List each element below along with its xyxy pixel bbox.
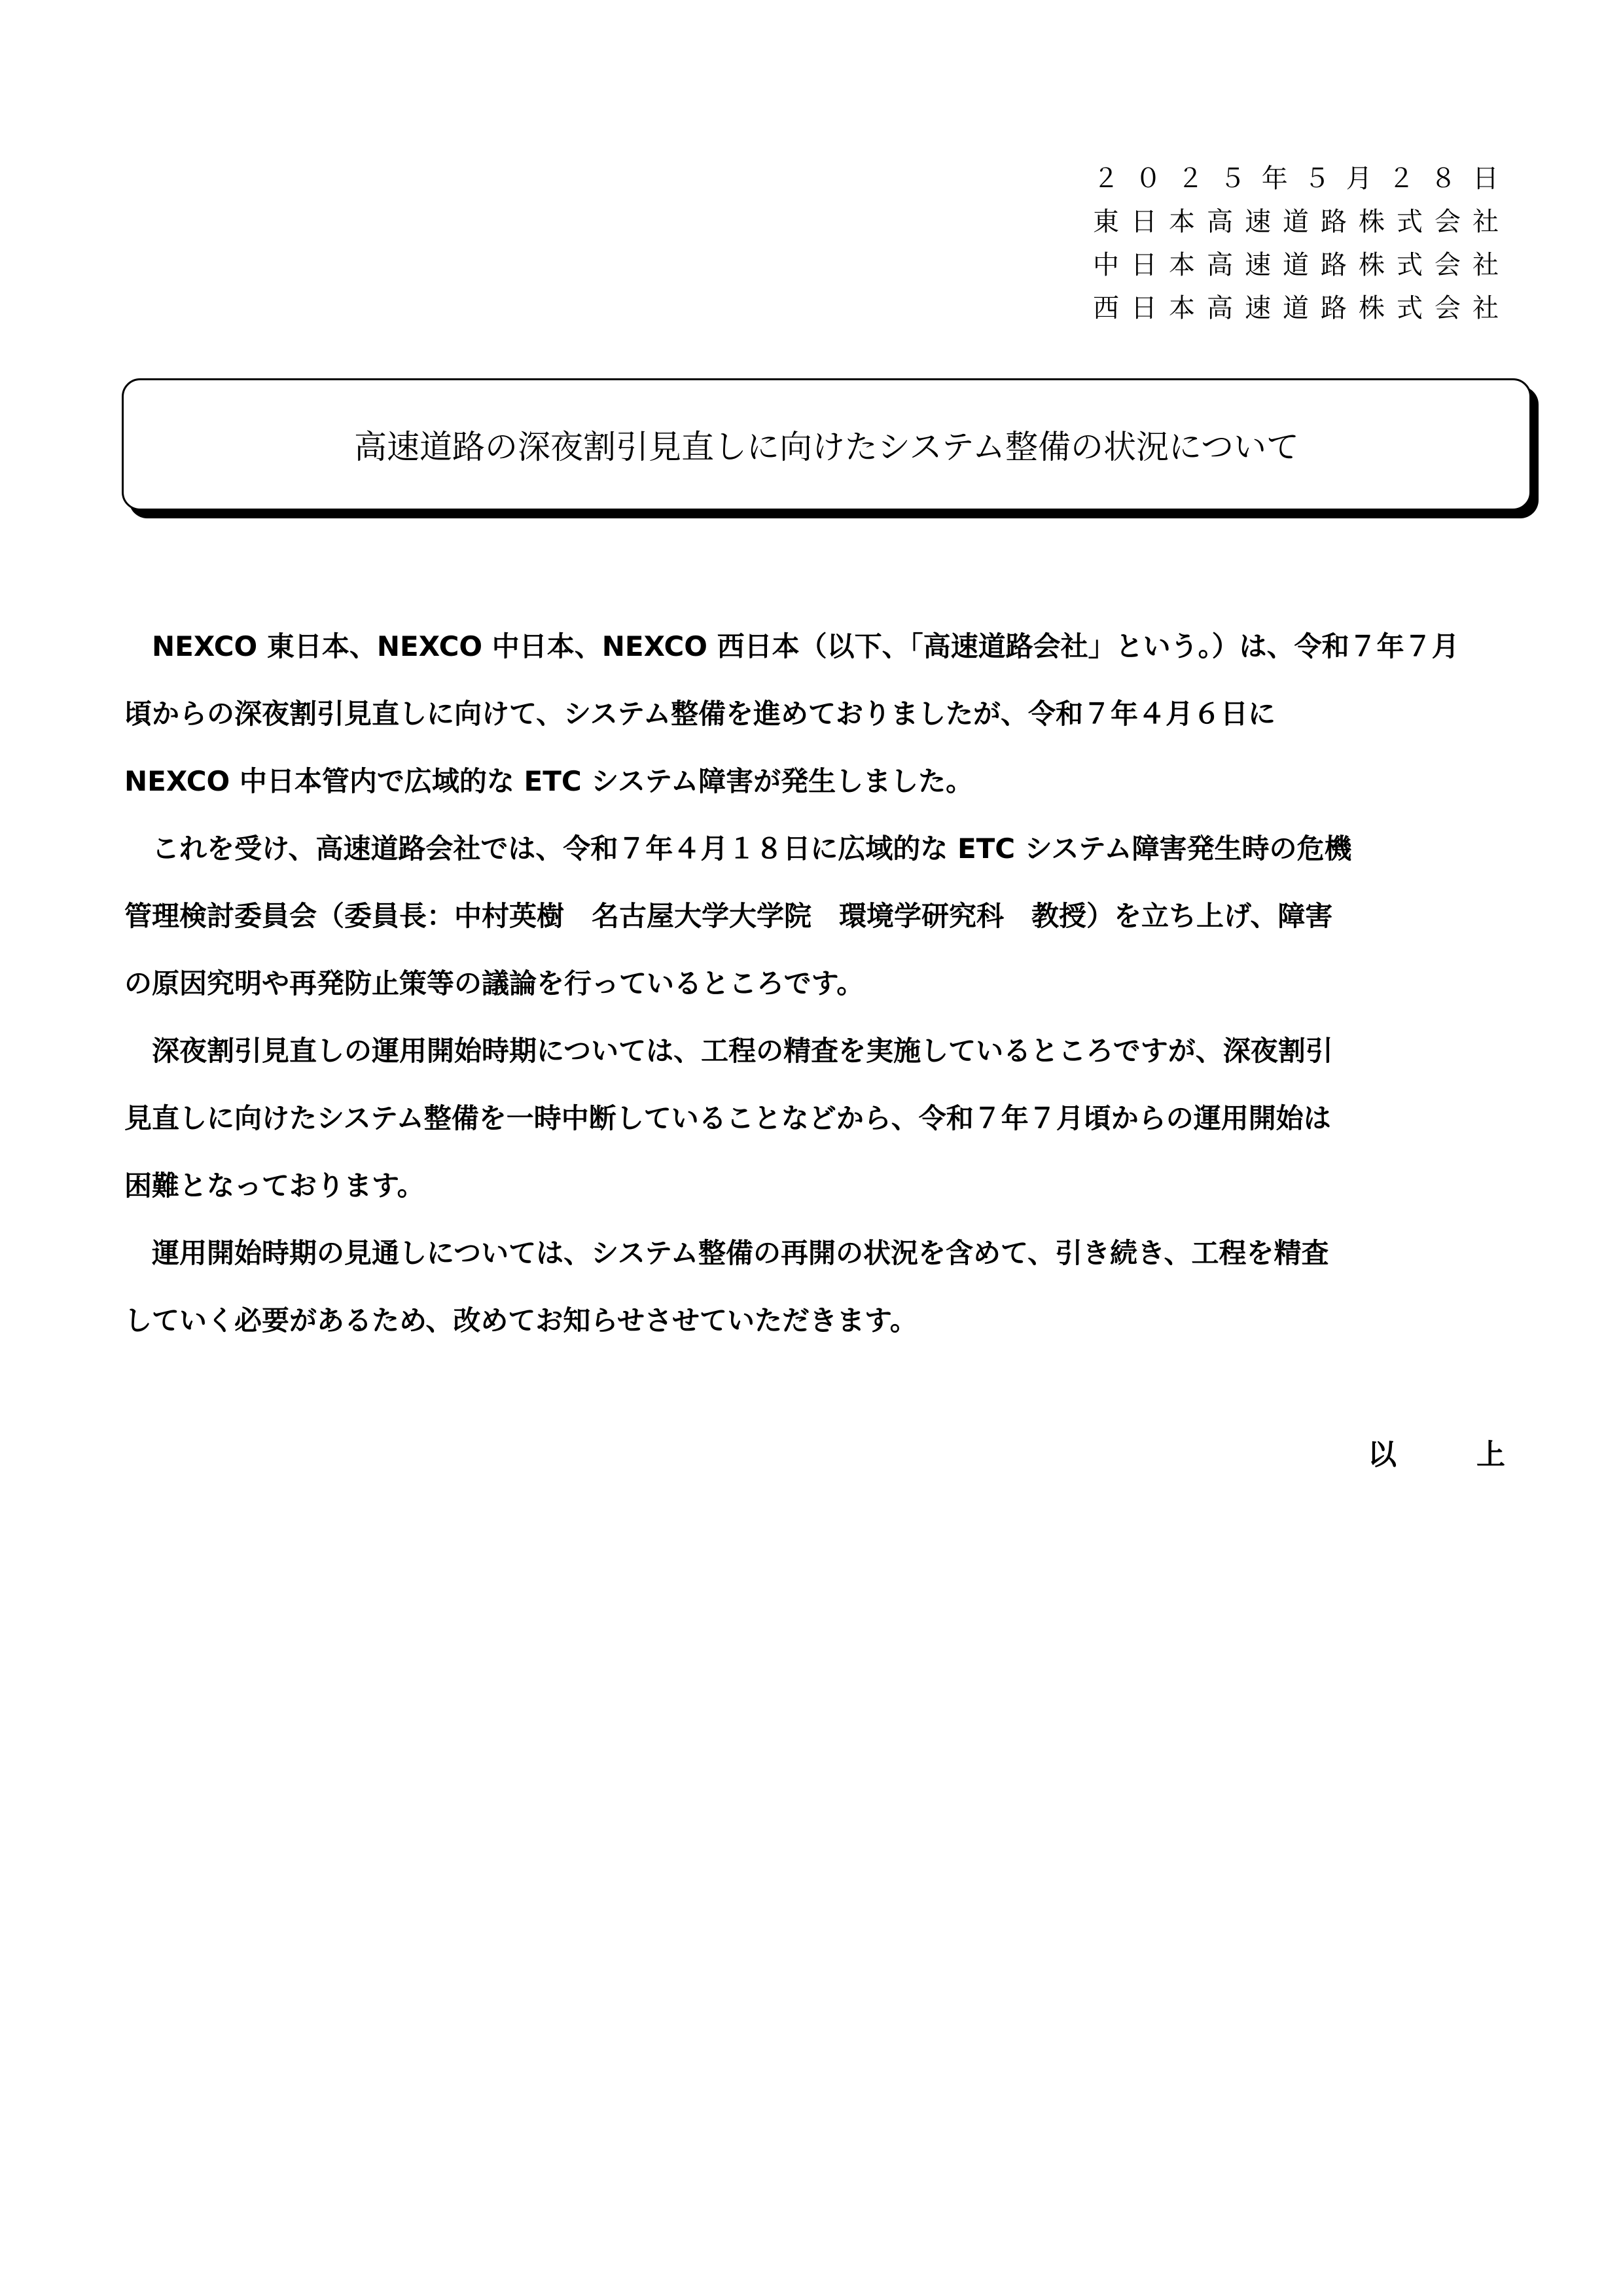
body-line: 困難となっております。 bbox=[124, 1170, 425, 1202]
body-line: これを受け、高速道路会社では、令和７年４月１８日に広域的な ETC システム障害発生時の危機 bbox=[124, 833, 1352, 865]
header-block bbox=[1093, 157, 1499, 330]
company-name: 西日本高速道路株式会社 bbox=[1093, 293, 1499, 323]
signoff: 以 上 bbox=[1368, 1438, 1505, 1471]
body-line: 深夜割引見直しの運用開始時期については、工程の精査を実施しているところですが、深夜割引 bbox=[124, 1035, 1333, 1067]
company-name: 東日本高速道路株式会社 bbox=[1093, 207, 1499, 237]
body-line: していく必要があるため、改めてお知らせさせていただきます。 bbox=[124, 1304, 918, 1336]
body-line: 運用開始時期の見通しについては、システム整備の再開の状況を含めて、引き続き、工程を精査 bbox=[124, 1237, 1329, 1269]
body-line: NEXCO 中日本管内で広域的な ETC システム障害が発生しました。 bbox=[124, 765, 974, 797]
issue-date: ２０２５年５月２８日 bbox=[1093, 164, 1499, 194]
body-line: 管理検討委員会（委員長：中村英樹 名古屋大学大学院 環境学研究科 教授）を立ち上げ、障害 bbox=[124, 900, 1333, 932]
title-box bbox=[122, 378, 1531, 511]
page-title: 高速道路の深夜割引見直しに向けたシステム整備の状況について bbox=[354, 428, 1299, 466]
body-line: 見直しに向けたシステム整備を一時中断していることなどから、令和７年７月頃からの運用開始は bbox=[124, 1102, 1331, 1134]
body-text bbox=[124, 613, 1505, 1354]
body-line: 頃からの深夜割引見直しに向けて、システム整備を進めておりましたが、令和７年４月６日に bbox=[124, 698, 1275, 730]
body-line: の原因究明や再発防止策等の議論を行っているところです。 bbox=[124, 967, 865, 999]
company-name: 中日本高速道路株式会社 bbox=[1093, 250, 1499, 280]
body-line: NEXCO 東日本、NEXCO 中日本、NEXCO 西日本（以下、「高速道路会社」という。）は、令和７年７月 bbox=[124, 630, 1459, 662]
